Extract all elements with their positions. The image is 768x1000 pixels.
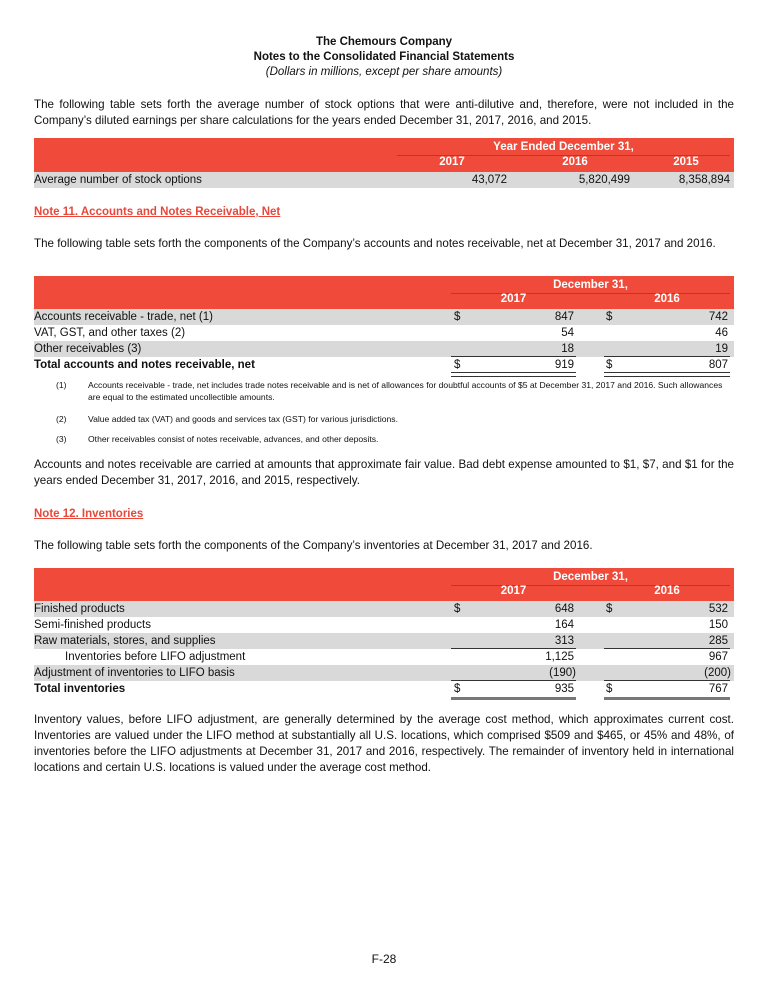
column-header-2015: 2015 bbox=[673, 156, 699, 168]
table-header bbox=[34, 568, 734, 601]
value-2016: 967 bbox=[708, 651, 728, 663]
document-title: Notes to the Consolidated Financial Statements bbox=[253, 51, 515, 63]
table-row bbox=[34, 633, 734, 649]
currency-symbol: $ bbox=[454, 603, 461, 615]
value-2015: 8,358,894 bbox=[678, 174, 730, 186]
currency-symbol: $ bbox=[606, 311, 613, 323]
note-11-intro: The following table sets forth the components of the Company’s accounts and notes receivable, net at December 31, 2017 and 2016. bbox=[34, 237, 716, 250]
row-label: Finished products bbox=[34, 603, 125, 615]
table-header bbox=[34, 276, 734, 309]
receivables-table bbox=[34, 276, 734, 373]
footnote-text: Accounts receivable - trade, net includes trade notes receivable and is net of allowances for doubtful accounts of $5 at December 31, 2017 and 2016. Such allowances are equal to the estimated uncollectible amounts. bbox=[88, 380, 723, 402]
table-row bbox=[34, 309, 734, 325]
footnote-marker: (2) bbox=[56, 414, 67, 424]
row-label: Other receivables (3) bbox=[34, 343, 142, 355]
total-double-rule bbox=[604, 697, 730, 700]
table-row bbox=[34, 172, 734, 188]
footnote-text: Value added tax (VAT) and goods and services tax (GST) for various jurisdictions. bbox=[88, 414, 398, 424]
table-row bbox=[34, 325, 734, 341]
row-label: Average number of stock options bbox=[34, 174, 202, 186]
value-2017: 54 bbox=[561, 327, 574, 339]
value-2017: 919 bbox=[554, 359, 574, 371]
column-header-2016: 2016 bbox=[654, 585, 680, 597]
value-2016: 285 bbox=[708, 635, 728, 647]
value-2017: 18 bbox=[561, 343, 574, 355]
row-label: VAT, GST, and other taxes (2) bbox=[34, 327, 186, 339]
footnote-marker: (3) bbox=[56, 434, 67, 444]
group-header: December 31, bbox=[553, 279, 628, 291]
value-2016: 532 bbox=[708, 603, 728, 615]
value-2017: 313 bbox=[554, 635, 574, 647]
column-header-2017: 2017 bbox=[500, 293, 527, 305]
table-header bbox=[34, 138, 734, 172]
row-label: Adjustment of inventories to LIFO basis bbox=[34, 667, 235, 679]
value-2017: 1,125 bbox=[545, 651, 574, 663]
company-name: The Chemours Company bbox=[315, 36, 453, 48]
page-number: F-28 bbox=[371, 952, 397, 966]
document-subtitle: (Dollars in millions, except per share amounts) bbox=[265, 66, 503, 78]
footnote-text: Other receivables consist of notes receivable, advances, and other deposits. bbox=[88, 434, 379, 444]
value-2016: 807 bbox=[708, 359, 728, 371]
column-header-2016: 2016 bbox=[562, 156, 588, 168]
row-label: Semi-finished products bbox=[34, 619, 151, 631]
row-label: Total inventories bbox=[34, 683, 126, 695]
value-2016: 5,820,499 bbox=[578, 174, 630, 186]
row-label: Total accounts and notes receivable, net bbox=[34, 359, 255, 371]
value-2017: 164 bbox=[554, 619, 574, 631]
table-row bbox=[34, 665, 734, 681]
column-header-2017: 2017 bbox=[500, 585, 527, 597]
intro-paragraph: The following table sets forth the average number of stock options that were anti-dilutive and, therefore, were not included in the Company’s diluted earnings per share calculations for the years ended December 31, 2017, 2016, and 2015. bbox=[34, 98, 734, 127]
row-label: Raw materials, stores, and supplies bbox=[34, 635, 216, 647]
document-header bbox=[0, 35, 768, 80]
currency-symbol: $ bbox=[606, 359, 613, 371]
table-row-subtotal bbox=[34, 649, 734, 665]
table-row bbox=[34, 341, 734, 357]
table-row-total bbox=[34, 357, 734, 373]
value-2017: 847 bbox=[554, 311, 574, 323]
value-2017: 648 bbox=[554, 603, 574, 615]
group-header: December 31, bbox=[553, 571, 628, 583]
value-2017: 935 bbox=[554, 683, 574, 695]
row-label: Accounts receivable - trade, net (1) bbox=[34, 311, 213, 323]
value-2016: 46 bbox=[715, 327, 728, 339]
value-2017: (190) bbox=[549, 667, 576, 679]
column-header-2017: 2017 bbox=[439, 156, 465, 168]
inventories-table bbox=[34, 568, 734, 697]
table-row-total bbox=[34, 681, 734, 697]
value-2016: 150 bbox=[708, 619, 728, 631]
total-double-rule bbox=[604, 372, 730, 377]
note-12-closing: Inventory values, before LIFO adjustment, are generally determined by the average cost method, which approximates current cost. Inventories are valued under the LIFO method at substantially all U.S. locations, which comprised $509 and $465, or 45% and 48%, of inventories before the LIFO adjustments at December 31, 2017 and 2016, respectively. The remainder of inventory held in international locations and certain U.S. locations is valued under the average cost method. bbox=[34, 713, 734, 774]
currency-symbol: $ bbox=[454, 683, 461, 695]
group-header: Year Ended December 31, bbox=[493, 141, 634, 153]
note-11-title: Note 11. Accounts and Notes Receivable, Net bbox=[34, 206, 281, 218]
footnote-marker: (1) bbox=[56, 380, 67, 390]
note-12-intro: The following table sets forth the components of the Company’s inventories at December 31, 2017 and 2016. bbox=[34, 539, 593, 552]
currency-symbol: $ bbox=[454, 311, 461, 323]
value-2016: 767 bbox=[708, 683, 728, 695]
currency-symbol: $ bbox=[606, 683, 613, 695]
column-header-2016: 2016 bbox=[654, 293, 680, 305]
currency-symbol: $ bbox=[454, 359, 461, 371]
value-2016: 19 bbox=[715, 343, 728, 355]
note-12-title: Note 12. Inventories bbox=[34, 508, 144, 520]
row-label: Inventories before LIFO adjustment bbox=[65, 651, 246, 663]
value-2016: 742 bbox=[708, 311, 728, 323]
table-row bbox=[34, 617, 734, 633]
value-2016: (200) bbox=[704, 667, 731, 679]
currency-symbol: $ bbox=[606, 603, 613, 615]
table-row bbox=[34, 601, 734, 617]
stock-options-table bbox=[34, 138, 734, 188]
total-double-rule bbox=[451, 697, 576, 700]
total-double-rule bbox=[451, 372, 576, 377]
value-2017: 43,072 bbox=[471, 174, 507, 186]
note-11-closing: Accounts and notes receivable are carried at amounts that approximate fair value. Bad debt expense amounted to $1, $7, and $1 for the years ended December 31, 2017, 2016, and 2015, respectively. bbox=[34, 458, 734, 487]
